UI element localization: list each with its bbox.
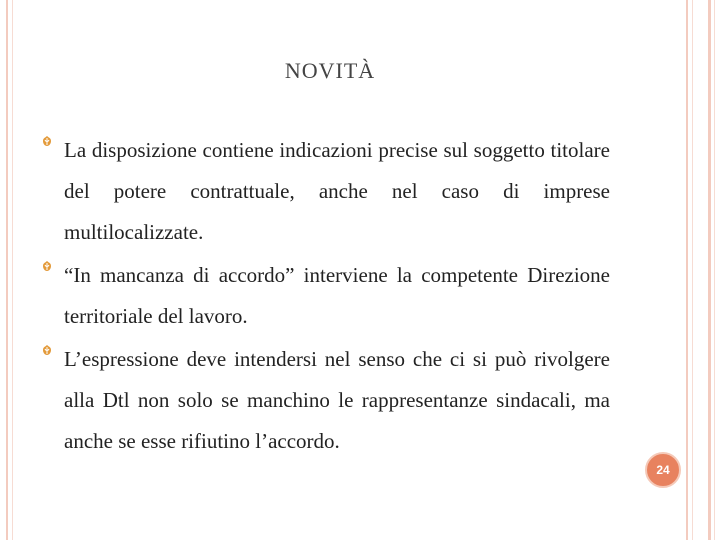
frame-line: [6, 0, 8, 540]
frame-line: [692, 0, 693, 540]
bullet-text: L’espressione deve intendersi nel senso che ci si può rivolgere alla Dtl non solo se manchino le rappresentanze sindacali, ma anche se esse rifiutino l’accordo.: [64, 347, 610, 453]
tulip-bullet-icon: [40, 134, 54, 148]
frame-line: [714, 0, 715, 540]
bullet-text: La disposizione contiene indicazioni precise sul soggetto titolare del potere contrattuale, anche nel caso di imprese multilocalizzate.: [64, 138, 610, 244]
page-number-badge: 24: [645, 452, 681, 488]
bullet-item: [38, 339, 610, 462]
frame-line: [708, 0, 711, 540]
bullet-item: [38, 130, 610, 253]
bullet-text: “In mancanza di accordo” interviene la competente Direzione territoriale del lavoro.: [64, 263, 610, 328]
slide-title: NOVITÀ: [284, 58, 376, 83]
frame-line: [12, 0, 13, 540]
bullet-item: [38, 255, 610, 337]
tulip-bullet-icon: [40, 343, 54, 357]
tulip-bullet-icon: [40, 259, 54, 273]
frame-line: [686, 0, 688, 540]
bullet-list: [38, 140, 610, 474]
